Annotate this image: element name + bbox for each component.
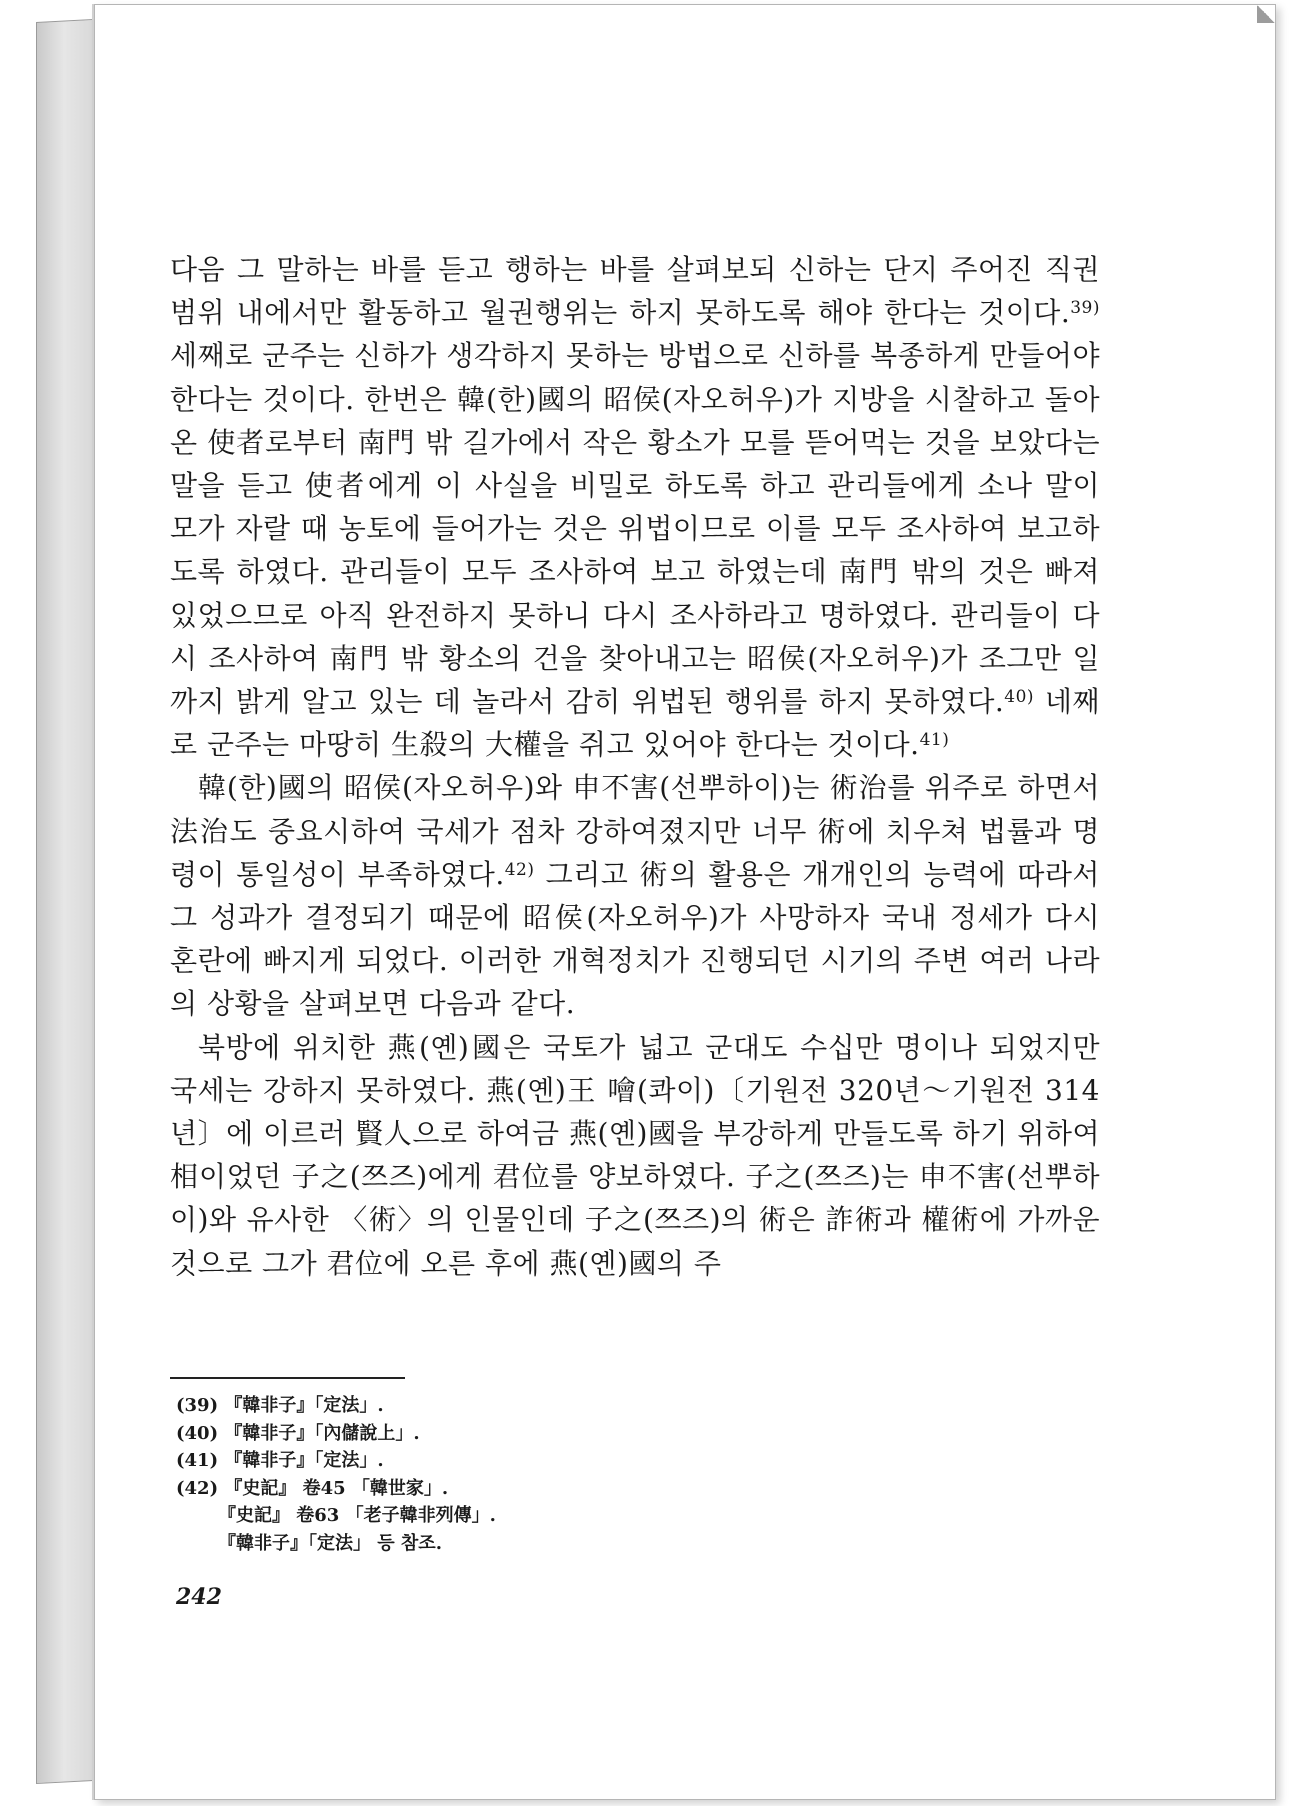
footnote-39: (39) 『韓非子』「定法」. <box>176 1395 384 1416</box>
body-text <box>170 248 1100 1285</box>
footnote-ref-39: 39) <box>1070 298 1100 319</box>
footnote-41: (41) 『韓非子』「定法」. <box>176 1450 384 1471</box>
footnote-divider <box>170 1377 405 1379</box>
paragraph-1 <box>170 248 1100 766</box>
footnote-42-line-3: 『韓非子』「定法」 등 참조. <box>218 1532 442 1554</box>
footnote-42: (42) 『史記』 卷45 「韓世家」. <box>176 1477 449 1499</box>
footnote-42-line-2: 『史記』 卷63 「老子韓非列傳」. <box>218 1505 496 1526</box>
paragraph-2-text-b: 그리고 術의 활용은 개개인의 능력에 따라서 그 성과가 결정되기 때문에 昭侯(자오허우)가 사망하자 국내 정세가 다시 혼란에 빠지게 되었다. 이러한 개혁정치가 진행되던 시기의 주변 여러 나라의 상황을 살펴보면 다음과 같다. <box>170 857 1100 1021</box>
footnotes <box>176 1392 876 1557</box>
book-spine <box>36 19 98 1784</box>
paragraph-1-text-c: 네째로 군주는 마땅히 生殺의 大權을 쥐고 있어야 한다는 것이다. <box>170 685 1101 762</box>
page-corner <box>1257 5 1275 23</box>
footnote-40: (40) 『韓非子』「內儲說上」. <box>176 1422 420 1444</box>
paragraph-2 <box>170 766 1100 1025</box>
paragraph-2-text: 韓(한)國의 昭侯(자오허우)와 申不害(선뿌하이)는 術治를 위주로 하면서 法治도 중요시하여 국세가 점차 강하여졌지만 너무 術에 치우쳐 법률과 명령이 통일성이 부족하였다. <box>170 771 1100 891</box>
footnote-ref-41: 41) <box>919 730 950 751</box>
paragraph-1-text-b: 세째로 군주는 신하가 생각하지 못하는 방법으로 신하를 복종하게 만들어야 한다는 것이다. 한번은 韓(한)國의 昭侯(자오허우)가 지방을 시찰하고 돌아온 使者로부터 南門 밖 길가에서 작은 황소가 모를 뜯어먹는 것을 보았다는 말을 듣고 使者에게 이 사실을 비밀로 하도록 하고 관리들에게 소나 말이 모가 자랄 때 농토에 들어가는 것은 위법이므로 이를 모두 조사하여 보고하도록 하였다. 관리들이 모두 조사하여 보고 하였는데 南門 밖의 것은 빠져 있었으므로 아직 완전하지 못하니 다시 조사하라고 명하였다. 관리들이 다시 조사하여 南門 밖 황소의 건을 찾아내고는 昭侯(자오허우)가 조그만 일까지 밝게 알고 있는 데 놀라서 감히 위법된 행위를 하지 못하였다. <box>170 339 1100 719</box>
footnote-ref-42: 42) <box>504 859 535 880</box>
paragraph-3-text: 북방에 위치한 燕(옌)國은 국토가 넓고 군대도 수십만 명이나 되었지만 국세는 강하지 못하였다. 燕(옌)王 噲(콰이)〔기원전 320년～기원전 314년〕에 이르러 賢人으로 하여금 燕(옌)國을 부강하게 만들도록 하기 위하여 相이었던 子之(쯔즈)에게 君位를 양보하였다. 子之(쯔즈)는 申不害(선뿌하이)와 유사한 〈術〉의 인물인데 子之(쯔즈)의 術은 詐術과 權術에 가까운 것으로 그가 君位에 오른 후에 燕(옌)國의 주 <box>170 1030 1100 1280</box>
page-number: 242 <box>176 1584 222 1610</box>
paragraph-1-text: 다음 그 말하는 바를 듣고 행하는 바를 살펴보되 신하는 단지 주어진 직권 범위 내에서만 활동하고 월권행위는 하지 못하도록 해야 한다는 것이다. <box>170 253 1100 330</box>
paragraph-3 <box>170 1026 1100 1285</box>
footnote-ref-40: 40) <box>1004 687 1035 708</box>
